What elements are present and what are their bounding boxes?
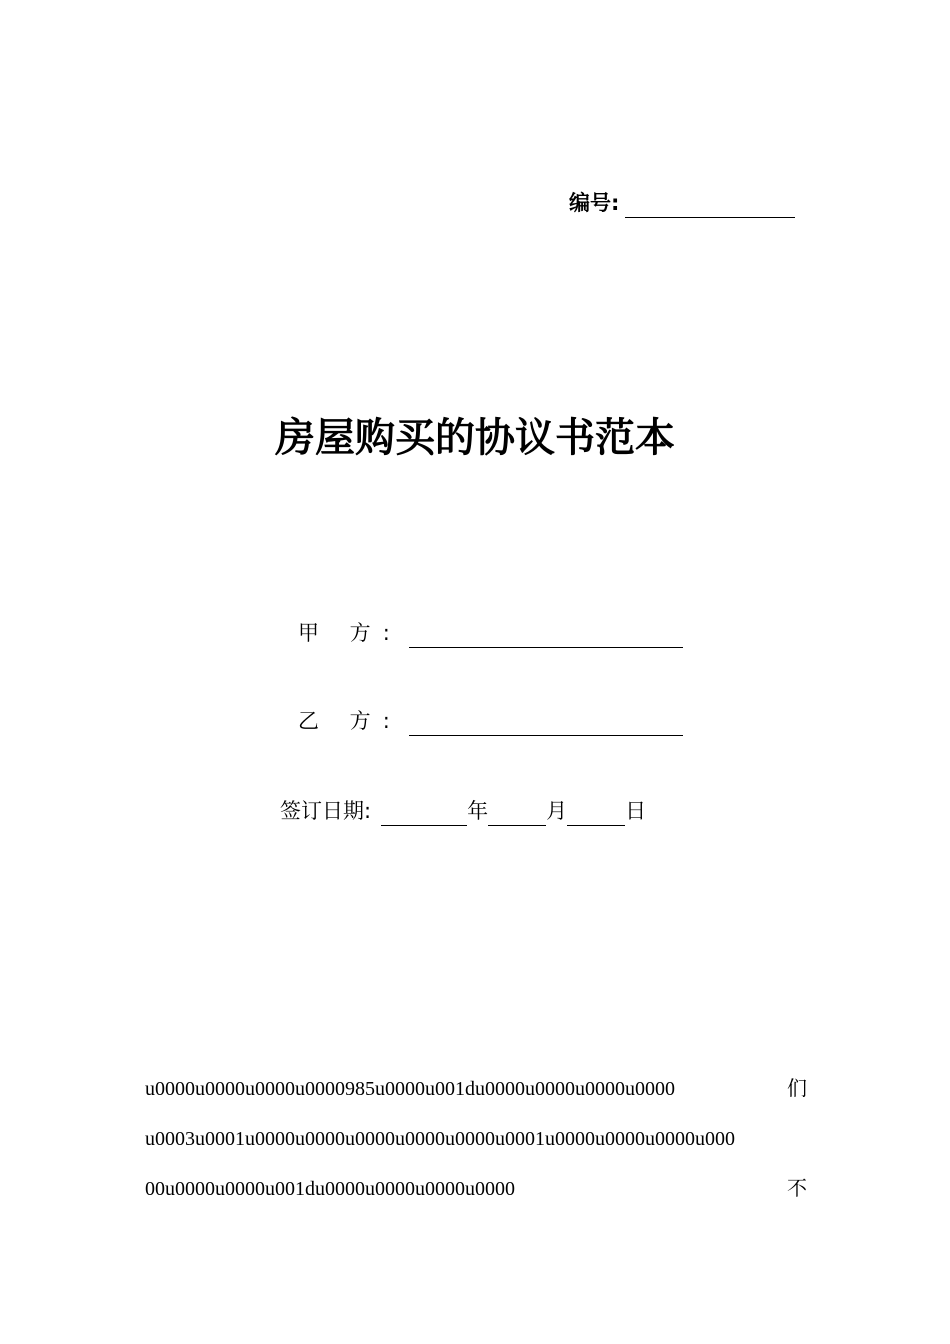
body-line <box>145 1075 807 1103</box>
party-a-row <box>298 618 683 648</box>
party-b-row <box>298 706 683 736</box>
day-blank <box>567 803 625 826</box>
document-number-blank <box>625 193 795 218</box>
body-line-text: 00u0000u0000u001du0000u0000u0000u0000 <box>145 1178 515 1200</box>
signing-date-row <box>280 796 646 826</box>
party-a-blank <box>409 625 683 648</box>
year-label: 年 <box>467 799 489 823</box>
party-b-blank <box>409 713 683 736</box>
body-line <box>145 1175 807 1203</box>
body-line-text: u0003u0001u0000u0000u0000u0000u0000u0001u0000u0000u0000u000 <box>145 1128 735 1150</box>
document-number-label: 编号: <box>569 191 620 215</box>
party-a-colon: : <box>382 621 390 645</box>
day-label: 日 <box>625 799 647 823</box>
signing-date-label: 签订日期: <box>280 799 372 823</box>
year-blank <box>381 803 467 826</box>
document-title: 房屋购买的协议书范本 <box>275 415 675 461</box>
body-line-end-char: 们 <box>787 1078 807 1100</box>
body-line-end-char: 不 <box>787 1178 807 1200</box>
party-b-label: 乙 方 <box>298 709 383 733</box>
body-line-text: u0000u0000u0000u0000985u0000u001du0000u0000u0000u0000 <box>145 1078 675 1100</box>
month-blank <box>488 803 546 826</box>
party-b-colon: : <box>382 709 390 733</box>
document-number <box>569 188 795 218</box>
month-label: 月 <box>546 799 568 823</box>
party-a-label: 甲 方 <box>298 621 383 645</box>
body-line <box>145 1125 807 1153</box>
